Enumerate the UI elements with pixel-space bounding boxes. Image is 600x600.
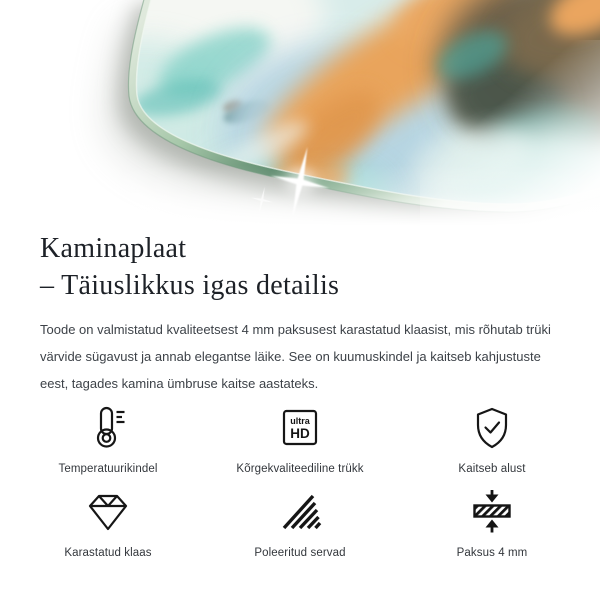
feature-label: Paksus 4 mm	[456, 547, 528, 559]
feature-item	[396, 489, 588, 560]
feature-item	[396, 405, 588, 476]
feature-item	[204, 489, 396, 560]
product-description: Toode on valmistatud kvaliteetsest 4 mm paksusest karastatud klaasist, mis rõhutab trüki värvide sügavust ja annab elegantse läike. See on kuumuskindel ja kaitseb kahjustuste eest, tagades kamina ümbruse kaitse aastateks.	[40, 322, 551, 391]
svg-text:HD: HD	[290, 426, 310, 441]
svg-text:ultra: ultra	[290, 416, 310, 426]
thickness-icon	[469, 489, 515, 535]
thermometer-icon	[85, 405, 131, 451]
ultra-hd-icon	[277, 405, 323, 451]
glass-plate-image	[0, 0, 600, 228]
page-title-line2: – Täiuslikkus igas detailis	[40, 270, 340, 301]
polished-edges-icon	[277, 489, 323, 535]
feature-item	[204, 405, 396, 476]
feature-label: Karastatud klaas	[64, 547, 152, 559]
page-title-line1: Kaminaplaat	[40, 233, 187, 264]
feature-item	[12, 489, 204, 560]
feature-label: Kõrgekvaliteediline trükk	[236, 463, 364, 475]
page-title	[40, 230, 560, 304]
shield-check-icon	[469, 405, 515, 451]
fade-bottom-overlay	[110, 150, 600, 228]
product-photo	[0, 0, 600, 228]
content-section	[0, 228, 600, 397]
feature-label: Poleeritud servad	[254, 547, 346, 559]
feature-label: Kaitseb alust	[458, 463, 526, 475]
feature-label: Temperatuurikindel	[58, 463, 158, 475]
feature-grid	[12, 405, 588, 560]
feature-item	[12, 405, 204, 476]
diamond-icon	[85, 489, 131, 535]
